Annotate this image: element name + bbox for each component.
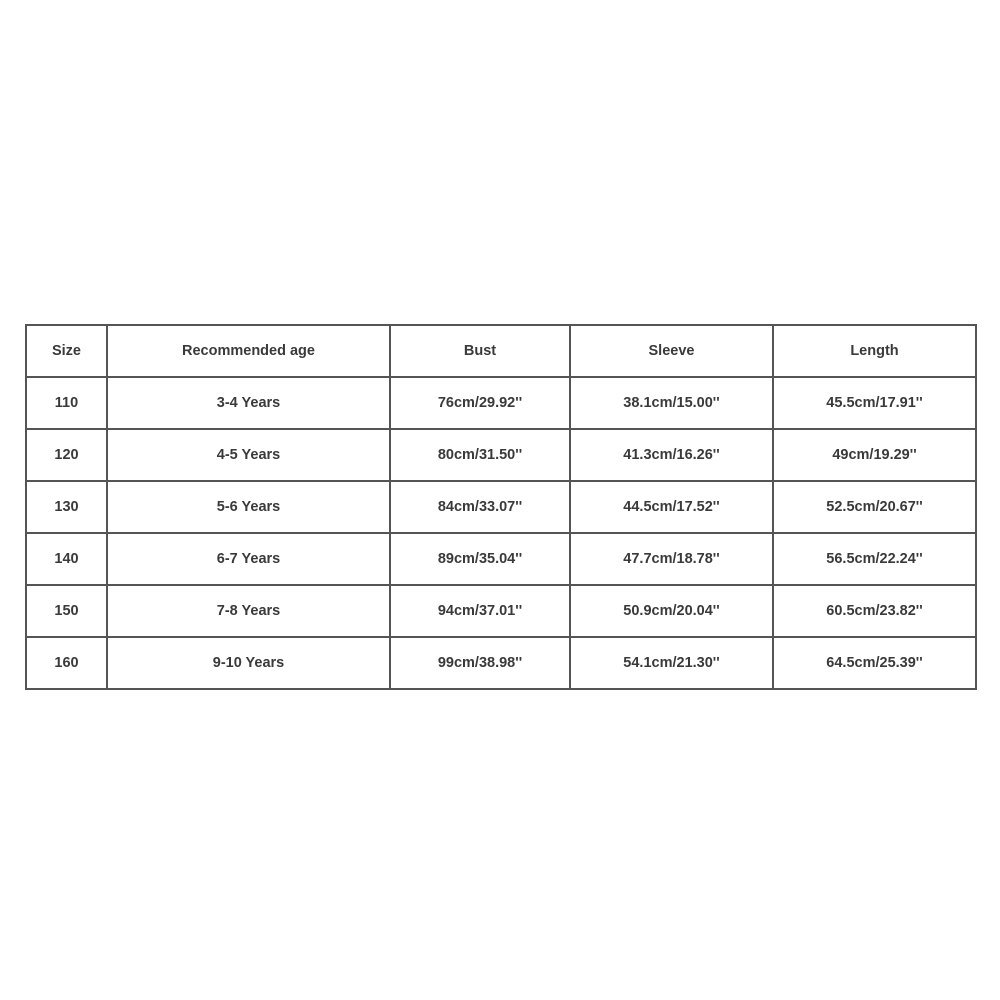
cell-recommended-age: 4-5 Years	[107, 429, 390, 481]
cell-length: 64.5cm/25.39''	[773, 637, 976, 689]
cell-size: 130	[26, 481, 107, 533]
cell-length: 60.5cm/23.82''	[773, 585, 976, 637]
cell-sleeve: 54.1cm/21.30''	[570, 637, 773, 689]
table-row	[26, 377, 976, 429]
cell-bust: 94cm/37.01''	[390, 585, 570, 637]
cell-bust: 84cm/33.07''	[390, 481, 570, 533]
table-row	[26, 585, 976, 637]
cell-recommended-age: 6-7 Years	[107, 533, 390, 585]
cell-length: 49cm/19.29''	[773, 429, 976, 481]
header-recommended-age: Recommended age	[107, 325, 390, 377]
cell-bust: 89cm/35.04''	[390, 533, 570, 585]
cell-size: 140	[26, 533, 107, 585]
cell-bust: 80cm/31.50''	[390, 429, 570, 481]
header-bust: Bust	[390, 325, 570, 377]
table-body	[26, 377, 976, 689]
cell-sleeve: 41.3cm/16.26''	[570, 429, 773, 481]
cell-recommended-age: 5-6 Years	[107, 481, 390, 533]
cell-size: 110	[26, 377, 107, 429]
cell-bust: 99cm/38.98''	[390, 637, 570, 689]
table-row	[26, 481, 976, 533]
cell-size: 160	[26, 637, 107, 689]
table-row	[26, 533, 976, 585]
cell-bust: 76cm/29.92''	[390, 377, 570, 429]
header-sleeve: Sleeve	[570, 325, 773, 377]
cell-recommended-age: 3-4 Years	[107, 377, 390, 429]
header-row	[26, 325, 976, 377]
table-row	[26, 637, 976, 689]
cell-sleeve: 47.7cm/18.78''	[570, 533, 773, 585]
cell-length: 52.5cm/20.67''	[773, 481, 976, 533]
header-length: Length	[773, 325, 976, 377]
cell-size: 150	[26, 585, 107, 637]
cell-size: 120	[26, 429, 107, 481]
table-row	[26, 429, 976, 481]
cell-recommended-age: 9-10 Years	[107, 637, 390, 689]
cell-sleeve: 44.5cm/17.52''	[570, 481, 773, 533]
cell-recommended-age: 7-8 Years	[107, 585, 390, 637]
cell-length: 56.5cm/22.24''	[773, 533, 976, 585]
cell-sleeve: 38.1cm/15.00''	[570, 377, 773, 429]
cell-length: 45.5cm/17.91''	[773, 377, 976, 429]
cell-sleeve: 50.9cm/20.04''	[570, 585, 773, 637]
table-header	[26, 325, 976, 377]
size-chart-table	[25, 324, 977, 690]
header-size: Size	[26, 325, 107, 377]
